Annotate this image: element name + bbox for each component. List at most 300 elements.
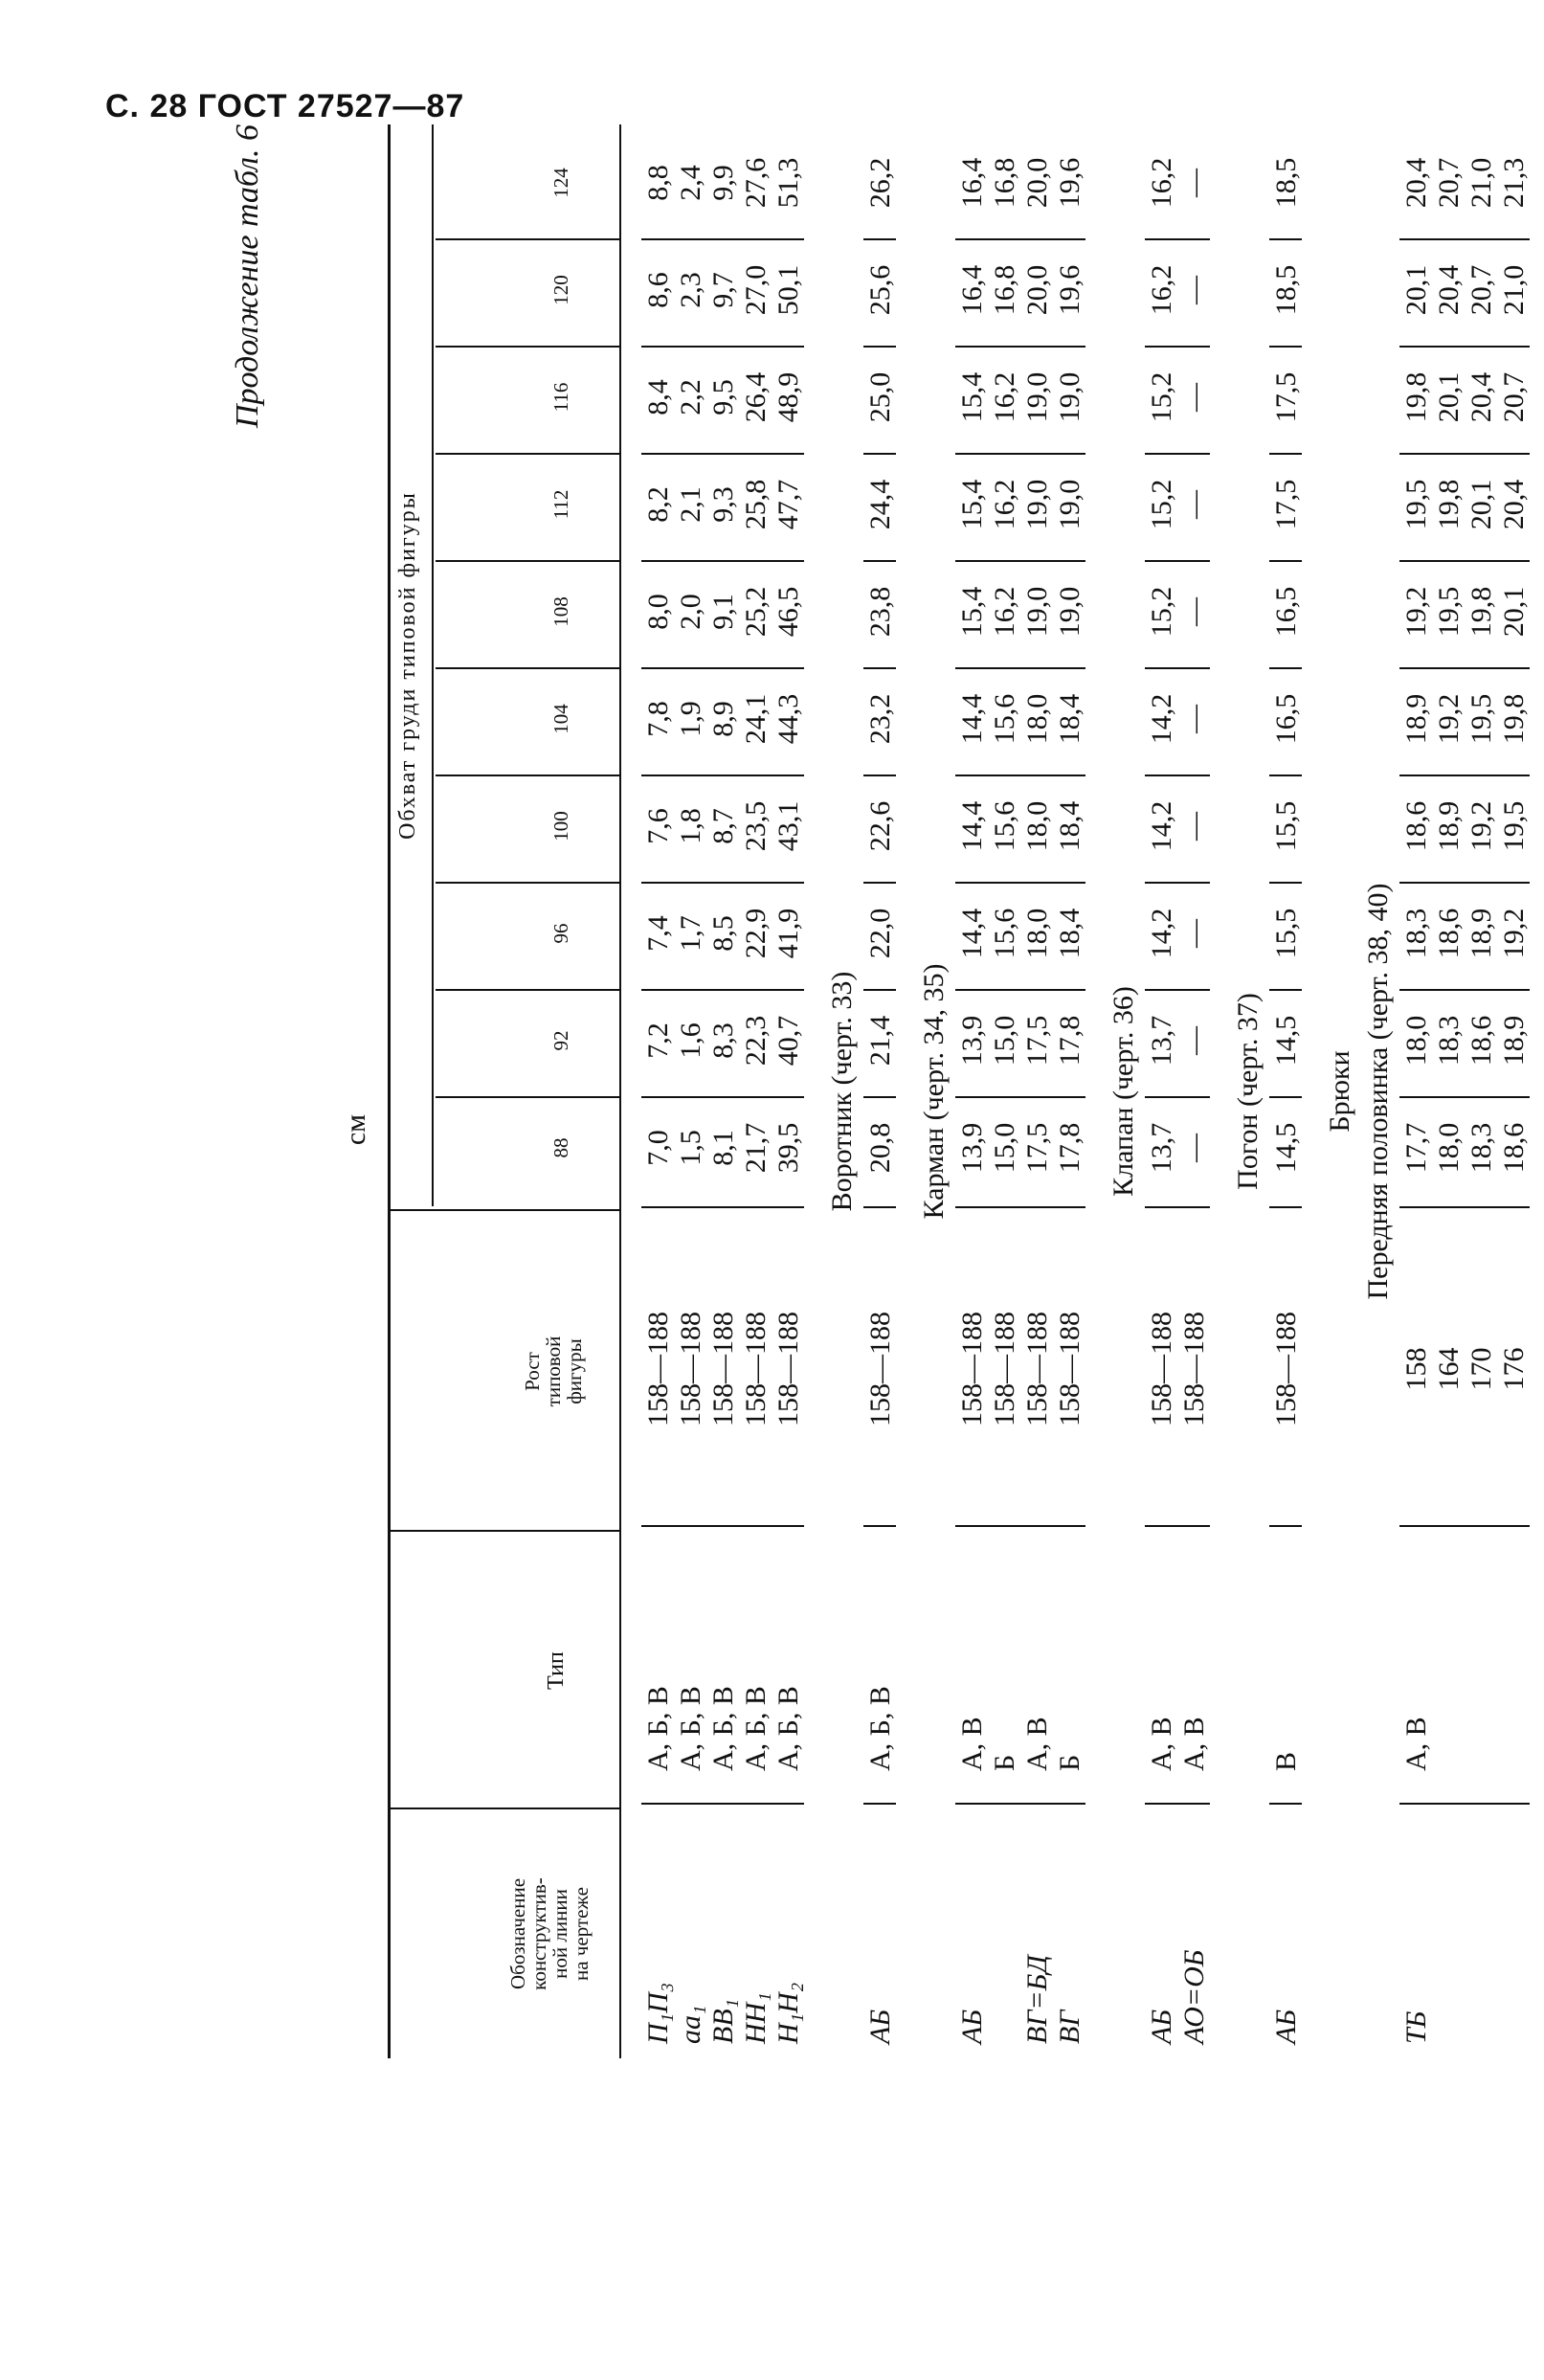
value-cell: 8,1 xyxy=(707,1130,739,1166)
value-cell: 20,8 xyxy=(864,1122,896,1174)
type-cell: В xyxy=(1270,1751,1302,1771)
size-divider xyxy=(436,775,619,776)
value-cell: 16,8 xyxy=(989,264,1020,316)
value-cell: 17,8 xyxy=(1054,1015,1085,1067)
value-cell: — xyxy=(1178,597,1210,626)
value-cell: 14,2 xyxy=(1146,800,1177,852)
value-cell: 18,5 xyxy=(1270,264,1302,316)
cell-separator xyxy=(1145,238,1210,240)
cell-separator xyxy=(1269,882,1302,884)
value-cell: 19,6 xyxy=(1054,157,1085,209)
value-cell: 20,0 xyxy=(1021,264,1053,316)
value-cell: 1,5 xyxy=(675,1130,706,1166)
rotated-table xyxy=(196,124,1530,2135)
value-cell: 15,4 xyxy=(956,371,988,423)
cell-separator xyxy=(1145,453,1210,455)
cell-separator xyxy=(955,1803,1085,1805)
cell-separator xyxy=(1145,1096,1210,1098)
value-cell: 15,6 xyxy=(989,800,1020,852)
cell-separator xyxy=(1269,560,1302,562)
value-cell: 20,7 xyxy=(1433,157,1465,209)
value-cell: — xyxy=(1178,919,1210,948)
value-cell: 18,0 xyxy=(1021,908,1053,959)
value-cell: 9,7 xyxy=(707,272,739,308)
value-cell: 20,7 xyxy=(1466,264,1497,316)
value-cell: 19,0 xyxy=(1021,371,1053,423)
cell-separator xyxy=(955,1096,1085,1098)
value-cell: 15,5 xyxy=(1270,908,1302,959)
value-cell: 17,5 xyxy=(1270,371,1302,423)
designation-cell: АБ xyxy=(1146,2009,1177,2044)
cell-separator xyxy=(1145,1525,1210,1527)
value-cell: — xyxy=(1178,1026,1210,1055)
cell-separator xyxy=(955,989,1085,991)
value-cell: 24,4 xyxy=(864,479,896,530)
value-cell: — xyxy=(1178,1134,1210,1162)
cell-separator xyxy=(863,1803,896,1805)
cell-separator xyxy=(1399,775,1530,776)
value-cell: 8,3 xyxy=(707,1022,739,1059)
value-cell: 13,7 xyxy=(1146,1122,1177,1174)
cell-separator xyxy=(955,1206,1085,1208)
cell-separator xyxy=(1399,1206,1530,1208)
value-cell: 7,8 xyxy=(642,701,674,737)
cell-separator xyxy=(955,453,1085,455)
value-cell: 17,5 xyxy=(1021,1015,1053,1067)
type-cell: А, Б, В xyxy=(740,1686,772,1771)
value-cell: 18,9 xyxy=(1400,693,1432,745)
height-cell: 158—188 xyxy=(707,1312,739,1426)
section-title: Карман (черт. 34, 35) xyxy=(918,963,950,1220)
chest-group-rule xyxy=(432,124,434,1206)
value-cell: — xyxy=(1178,168,1210,197)
value-cell: 2,0 xyxy=(675,594,706,630)
designation-cell: АБ xyxy=(1270,2009,1302,2044)
value-cell: 19,0 xyxy=(1054,371,1085,423)
size-divider xyxy=(436,1096,619,1098)
chest-group-header: Обхват груди типовой фигуры xyxy=(395,491,420,840)
value-cell: 21,0 xyxy=(1498,264,1530,316)
value-cell: 19,2 xyxy=(1400,586,1432,638)
value-cell: — xyxy=(1178,490,1210,519)
type-header: Тип xyxy=(544,1651,569,1690)
cell-separator xyxy=(1269,238,1302,240)
value-cell: 1,7 xyxy=(675,915,706,952)
page-header: С. 28 ГОСТ 27527—87 xyxy=(105,88,465,124)
value-cell: 47,7 xyxy=(772,479,804,530)
value-cell: 23,8 xyxy=(864,586,896,638)
value-cell: 14,2 xyxy=(1146,693,1177,745)
value-cell: 20,1 xyxy=(1433,371,1465,423)
cell-separator xyxy=(1269,346,1302,348)
value-cell: 9,9 xyxy=(707,165,739,201)
height-cell: 158—188 xyxy=(642,1312,674,1426)
type-cell: Б xyxy=(989,1754,1020,1771)
cell-separator xyxy=(641,1206,804,1208)
value-cell: 20,4 xyxy=(1466,371,1497,423)
value-cell: 25,8 xyxy=(740,479,772,530)
cell-separator xyxy=(955,238,1085,240)
value-cell: 17,8 xyxy=(1054,1122,1085,1174)
cell-separator xyxy=(1269,1803,1302,1805)
type-cell: А, В xyxy=(1178,1717,1210,1771)
value-cell: 16,2 xyxy=(989,586,1020,638)
cell-separator xyxy=(1269,1206,1302,1208)
value-cell: 2,1 xyxy=(675,486,706,523)
value-cell: 20,4 xyxy=(1498,479,1530,530)
value-cell: 19,5 xyxy=(1466,693,1497,745)
value-cell: 18,3 xyxy=(1466,1122,1497,1174)
value-cell: 16,2 xyxy=(1146,157,1177,209)
value-cell: 21,7 xyxy=(740,1122,772,1174)
cell-separator xyxy=(863,1096,896,1098)
value-cell: 26,2 xyxy=(864,157,896,209)
designation-cell: ВГ=БД xyxy=(1021,1955,1053,2044)
value-cell: 13,9 xyxy=(956,1015,988,1067)
cell-separator xyxy=(1145,775,1210,776)
size-header-96: 96 xyxy=(549,923,572,944)
height-cell: 158—188 xyxy=(864,1312,896,1426)
cell-separator xyxy=(1269,775,1302,776)
cell-separator xyxy=(955,882,1085,884)
type-cell: А, Б, В xyxy=(675,1686,706,1771)
cell-separator xyxy=(641,453,804,455)
header-bottom-rule xyxy=(619,124,621,2058)
cell-separator xyxy=(863,1206,896,1208)
value-cell: 41,9 xyxy=(772,908,804,959)
value-cell: 40,7 xyxy=(772,1015,804,1067)
value-cell: 19,5 xyxy=(1400,479,1432,530)
value-cell: 14,4 xyxy=(956,908,988,959)
height-cell: 158 xyxy=(1400,1347,1432,1391)
value-cell: 43,1 xyxy=(772,800,804,852)
value-cell: 9,1 xyxy=(707,594,739,630)
subsection-title: Передняя половинка (черт. 38, 40) xyxy=(1362,883,1394,1300)
value-cell: 8,2 xyxy=(642,486,674,523)
value-cell: 18,9 xyxy=(1466,908,1497,959)
size-header-112: 112 xyxy=(549,489,572,520)
value-cell: 50,1 xyxy=(772,264,804,316)
value-cell: 7,6 xyxy=(642,808,674,844)
value-cell: 19,5 xyxy=(1433,586,1465,638)
value-cell: 19,0 xyxy=(1054,479,1085,530)
height-cell: 158—188 xyxy=(1146,1312,1177,1426)
value-cell: 8,5 xyxy=(707,915,739,952)
value-cell: 16,4 xyxy=(956,264,988,316)
cell-separator xyxy=(641,346,804,348)
cell-separator xyxy=(641,1525,804,1527)
value-cell: — xyxy=(1178,705,1210,733)
value-cell: 19,2 xyxy=(1498,908,1530,959)
cell-separator xyxy=(1145,1206,1210,1208)
value-cell: 14,5 xyxy=(1270,1015,1302,1067)
cell-separator xyxy=(1399,453,1530,455)
value-cell: 16,4 xyxy=(956,157,988,209)
value-cell: 18,5 xyxy=(1270,157,1302,209)
value-cell: 2,3 xyxy=(675,272,706,308)
cell-separator xyxy=(1145,1803,1210,1805)
value-cell: 24,1 xyxy=(740,693,772,745)
value-cell: 19,0 xyxy=(1054,586,1085,638)
cell-separator xyxy=(863,882,896,884)
height-cell: 158—188 xyxy=(1054,1312,1085,1426)
value-cell: 13,7 xyxy=(1146,1015,1177,1067)
value-cell: 8,0 xyxy=(642,594,674,630)
value-cell: 2,4 xyxy=(675,165,706,201)
cell-separator xyxy=(641,882,804,884)
value-cell: 13,9 xyxy=(956,1122,988,1174)
value-cell: 16,2 xyxy=(989,371,1020,423)
designation-cell: НН₁ xyxy=(740,1992,772,2044)
value-cell: 18,9 xyxy=(1433,800,1465,852)
value-cell: 8,9 xyxy=(707,701,739,737)
value-cell: 19,0 xyxy=(1021,479,1053,530)
designation-header: Обозначение конструктив- ной линии на чертеже xyxy=(506,1877,593,1990)
cell-separator xyxy=(1269,453,1302,455)
designation-cell: АБ xyxy=(956,2009,988,2044)
designation-cell: П₁П₃ xyxy=(642,1982,674,2044)
value-cell: 18,6 xyxy=(1498,1122,1530,1174)
size-divider xyxy=(436,560,619,562)
cell-separator xyxy=(863,453,896,455)
value-cell: 7,2 xyxy=(642,1022,674,1059)
value-cell: 18,9 xyxy=(1498,1015,1530,1067)
value-cell: 25,2 xyxy=(740,586,772,638)
cell-separator xyxy=(641,775,804,776)
height-cell: 158—188 xyxy=(1178,1312,1210,1426)
height-cell: 158—188 xyxy=(740,1312,772,1426)
designation-cell: ТБ xyxy=(1400,2010,1432,2044)
value-cell: 15,6 xyxy=(989,693,1020,745)
value-cell: 18,0 xyxy=(1433,1122,1465,1174)
value-cell: 16,2 xyxy=(989,479,1020,530)
height-cell: 158—188 xyxy=(1270,1312,1302,1426)
value-cell: 16,8 xyxy=(989,157,1020,209)
value-cell: 2,2 xyxy=(675,379,706,415)
value-cell: 51,3 xyxy=(772,157,804,209)
value-cell: 20,1 xyxy=(1466,479,1497,530)
value-cell: 1,8 xyxy=(675,808,706,844)
cell-separator xyxy=(863,667,896,669)
value-cell: 19,8 xyxy=(1400,371,1432,423)
value-cell: 17,7 xyxy=(1400,1122,1432,1174)
value-cell: 14,4 xyxy=(956,800,988,852)
value-cell: 22,0 xyxy=(864,908,896,959)
value-cell: 15,4 xyxy=(956,586,988,638)
cell-separator xyxy=(1269,989,1302,991)
value-cell: 15,2 xyxy=(1146,479,1177,530)
value-cell: 21,4 xyxy=(864,1015,896,1067)
value-cell: 18,6 xyxy=(1400,800,1432,852)
designation-cell: ВВ₁ xyxy=(707,1998,739,2044)
value-cell: 14,2 xyxy=(1146,908,1177,959)
value-cell: 19,5 xyxy=(1498,800,1530,852)
height-cell: 164 xyxy=(1433,1347,1465,1391)
designation-cell: АО=ОБ xyxy=(1178,1949,1210,2044)
value-cell: 23,5 xyxy=(740,800,772,852)
value-cell: 18,6 xyxy=(1433,908,1465,959)
value-cell: 1,6 xyxy=(675,1022,706,1059)
cell-separator xyxy=(955,560,1085,562)
value-cell: 15,5 xyxy=(1270,800,1302,852)
size-divider xyxy=(436,346,619,348)
value-cell: 14,5 xyxy=(1270,1122,1302,1174)
size-header-88: 88 xyxy=(549,1137,572,1158)
cell-separator xyxy=(641,1096,804,1098)
value-cell: 7,0 xyxy=(642,1130,674,1166)
cell-separator xyxy=(863,238,896,240)
value-cell: 15,2 xyxy=(1146,371,1177,423)
cell-separator xyxy=(863,775,896,776)
size-divider xyxy=(436,989,619,991)
value-cell: — xyxy=(1178,812,1210,841)
cell-separator xyxy=(1399,560,1530,562)
value-cell: 17,5 xyxy=(1270,479,1302,530)
height-cell: 158—188 xyxy=(1021,1312,1053,1426)
cell-separator xyxy=(1399,346,1530,348)
value-cell: 19,0 xyxy=(1021,586,1053,638)
section-title: Брюки xyxy=(1324,1050,1355,1133)
value-cell: 15,0 xyxy=(989,1015,1020,1067)
cell-separator xyxy=(1269,1096,1302,1098)
size-header-124: 124 xyxy=(549,168,572,198)
type-cell: А, В xyxy=(1400,1717,1432,1771)
value-cell: 8,6 xyxy=(642,272,674,308)
height-cell: 170 xyxy=(1466,1347,1497,1391)
value-cell: 8,7 xyxy=(707,808,739,844)
cell-separator xyxy=(1145,667,1210,669)
value-cell: 18,4 xyxy=(1054,908,1085,959)
value-cell: 48,9 xyxy=(772,371,804,423)
size-header-104: 104 xyxy=(549,704,572,734)
cell-separator xyxy=(955,1525,1085,1527)
value-cell: 8,4 xyxy=(642,379,674,415)
value-cell: 16,5 xyxy=(1270,586,1302,638)
type-cell: А, В xyxy=(1021,1717,1053,1771)
cell-separator xyxy=(1145,560,1210,562)
cell-separator xyxy=(1269,667,1302,669)
size-header-100: 100 xyxy=(549,811,572,842)
section-title: Погон (черт. 37) xyxy=(1232,993,1264,1190)
cell-separator xyxy=(955,775,1085,776)
value-cell: 18,4 xyxy=(1054,800,1085,852)
cell-separator xyxy=(641,989,804,991)
value-cell: 27,0 xyxy=(740,264,772,316)
value-cell: 23,2 xyxy=(864,693,896,745)
designation-cell: ВГ xyxy=(1054,2010,1085,2044)
cell-separator xyxy=(1399,238,1530,240)
value-cell: 20,7 xyxy=(1498,371,1530,423)
value-cell: 46,5 xyxy=(772,586,804,638)
value-cell: 15,2 xyxy=(1146,586,1177,638)
height-cell: 158—188 xyxy=(675,1312,706,1426)
value-cell: 26,4 xyxy=(740,371,772,423)
cell-separator xyxy=(1399,989,1530,991)
cell-separator xyxy=(863,346,896,348)
cell-separator xyxy=(863,560,896,562)
value-cell: 20,1 xyxy=(1498,586,1530,638)
value-cell: 18,6 xyxy=(1466,1015,1497,1067)
type-cell: Б xyxy=(1054,1754,1085,1771)
section-title: Воротник (черт. 33) xyxy=(826,971,858,1212)
value-cell: 19,8 xyxy=(1466,586,1497,638)
value-cell: — xyxy=(1178,383,1210,412)
cell-separator xyxy=(1399,1525,1530,1527)
cell-separator xyxy=(1399,1803,1530,1805)
value-cell: 15,0 xyxy=(989,1122,1020,1174)
value-cell: 20,4 xyxy=(1400,157,1432,209)
value-cell: 22,6 xyxy=(864,800,896,852)
value-cell: 19,2 xyxy=(1433,693,1465,745)
designation-cell: АБ xyxy=(864,2009,896,2044)
cell-separator xyxy=(641,560,804,562)
type-cell: А, Б, В xyxy=(772,1686,804,1771)
value-cell: 18,4 xyxy=(1054,693,1085,745)
value-cell: 9,5 xyxy=(707,379,739,415)
value-cell: 7,4 xyxy=(642,915,674,952)
size-divider xyxy=(436,453,619,455)
type-cell: А, В xyxy=(1146,1717,1177,1771)
cell-separator xyxy=(1399,882,1530,884)
cell-separator xyxy=(1269,1525,1302,1527)
size-header-108: 108 xyxy=(549,596,572,627)
value-cell: 39,5 xyxy=(772,1122,804,1174)
section-title: Клапан (черт. 36) xyxy=(1108,986,1139,1197)
type-cell: А, Б, В xyxy=(864,1686,896,1771)
value-cell: 15,4 xyxy=(956,479,988,530)
cell-separator xyxy=(1399,1096,1530,1098)
cell-separator xyxy=(641,238,804,240)
value-cell: 18,3 xyxy=(1433,1015,1465,1067)
value-cell: 18,0 xyxy=(1021,693,1053,745)
value-cell: 19,8 xyxy=(1498,693,1530,745)
size-divider xyxy=(436,882,619,884)
value-cell: 18,0 xyxy=(1400,1015,1432,1067)
value-cell: 9,3 xyxy=(707,486,739,523)
cell-separator xyxy=(1145,882,1210,884)
size-divider xyxy=(436,667,619,669)
value-cell: 16,5 xyxy=(1270,693,1302,745)
value-cell: 17,5 xyxy=(1021,1122,1053,1174)
type-cell: А, Б, В xyxy=(642,1686,674,1771)
value-cell: 19,2 xyxy=(1466,800,1497,852)
cell-separator xyxy=(863,1525,896,1527)
height-cell: 176 xyxy=(1498,1347,1530,1391)
value-cell: 14,4 xyxy=(956,693,988,745)
value-cell: 16,2 xyxy=(1146,264,1177,316)
type-cell: А, В xyxy=(956,1717,988,1771)
cell-separator xyxy=(1399,667,1530,669)
value-cell: 20,1 xyxy=(1400,264,1432,316)
value-cell: 25,6 xyxy=(864,264,896,316)
cell-separator xyxy=(641,667,804,669)
value-cell: 18,0 xyxy=(1021,800,1053,852)
size-header-92: 92 xyxy=(549,1030,572,1051)
table-caption: Продолжение табл. 6 xyxy=(230,124,265,429)
value-cell: 15,6 xyxy=(989,908,1020,959)
value-cell: 1,9 xyxy=(675,701,706,737)
value-cell: 20,0 xyxy=(1021,157,1053,209)
value-cell: 27,6 xyxy=(740,157,772,209)
height-cell: 158—188 xyxy=(989,1312,1020,1426)
height-header: Рост типовой фигуры xyxy=(521,1336,586,1407)
value-cell: 22,9 xyxy=(740,908,772,959)
value-cell: — xyxy=(1178,276,1210,304)
value-cell: 8,8 xyxy=(642,165,674,201)
value-cell: 19,6 xyxy=(1054,264,1085,316)
cell-separator xyxy=(955,667,1085,669)
cell-separator xyxy=(641,1803,804,1805)
